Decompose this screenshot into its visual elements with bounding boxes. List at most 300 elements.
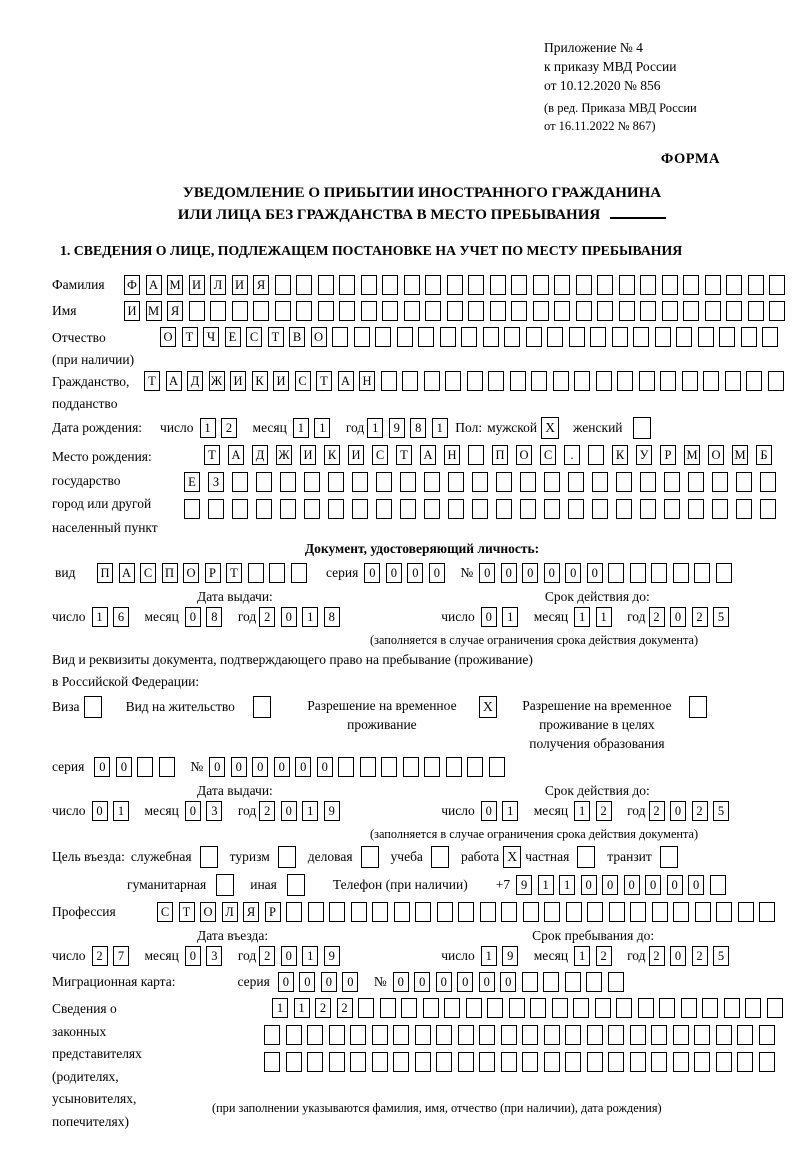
char-box[interactable]: 1 <box>294 998 310 1018</box>
char-box[interactable] <box>759 1025 775 1045</box>
char-box[interactable] <box>488 371 504 391</box>
char-box[interactable]: Ч <box>203 327 219 347</box>
char-box[interactable] <box>565 1025 581 1045</box>
char-box[interactable]: О <box>516 445 532 465</box>
char-box[interactable] <box>382 301 398 321</box>
char-box[interactable] <box>695 902 711 922</box>
char-box[interactable]: 0 <box>386 563 402 583</box>
char-box[interactable] <box>712 472 728 492</box>
char-box[interactable] <box>184 499 200 519</box>
char-box[interactable] <box>716 1025 732 1045</box>
char-box[interactable]: М <box>684 445 700 465</box>
char-box[interactable] <box>767 998 783 1018</box>
char-box[interactable] <box>553 371 569 391</box>
char-box[interactable] <box>662 301 678 321</box>
char-box[interactable] <box>705 301 721 321</box>
char-box[interactable] <box>304 472 320 492</box>
private-checkbox[interactable] <box>577 846 595 868</box>
char-box[interactable]: Б <box>756 445 772 465</box>
char-box[interactable]: Я <box>167 301 183 321</box>
char-box[interactable]: Р <box>205 563 221 583</box>
char-box[interactable] <box>587 1052 603 1072</box>
char-box[interactable]: 0 <box>185 607 201 627</box>
char-box[interactable] <box>280 472 296 492</box>
char-box[interactable] <box>510 371 526 391</box>
char-box[interactable] <box>467 757 483 777</box>
char-box[interactable] <box>400 499 416 519</box>
char-box[interactable]: М <box>167 275 183 295</box>
char-box[interactable] <box>588 445 604 465</box>
char-box[interactable] <box>501 1052 517 1072</box>
char-box[interactable] <box>748 301 764 321</box>
char-box[interactable] <box>523 902 539 922</box>
char-box[interactable]: И <box>232 275 248 295</box>
char-box[interactable] <box>586 972 602 992</box>
char-box[interactable]: О <box>160 327 176 347</box>
char-box[interactable] <box>533 301 549 321</box>
char-box[interactable]: Н <box>444 445 460 465</box>
char-box[interactable] <box>630 902 646 922</box>
char-box[interactable] <box>597 301 613 321</box>
char-box[interactable] <box>467 371 483 391</box>
char-box[interactable]: В <box>289 327 305 347</box>
work-checkbox[interactable]: X <box>503 846 521 868</box>
char-box[interactable]: 0 <box>522 563 538 583</box>
char-box[interactable] <box>673 1025 689 1045</box>
char-box[interactable] <box>640 499 656 519</box>
char-box[interactable] <box>415 902 431 922</box>
char-box[interactable] <box>479 1052 495 1072</box>
char-box[interactable] <box>609 902 625 922</box>
char-box[interactable]: 0 <box>209 757 225 777</box>
char-box[interactable] <box>424 472 440 492</box>
char-box[interactable] <box>520 472 536 492</box>
char-box[interactable] <box>630 1052 646 1072</box>
char-box[interactable]: А <box>146 275 162 295</box>
char-box[interactable]: 5 <box>713 801 729 821</box>
char-box[interactable] <box>530 998 546 1018</box>
char-box[interactable] <box>352 472 368 492</box>
char-box[interactable] <box>189 301 205 321</box>
char-box[interactable] <box>565 1052 581 1072</box>
char-box[interactable]: 2 <box>221 418 237 438</box>
male-checkbox[interactable]: X <box>541 417 559 439</box>
char-box[interactable]: 2 <box>649 946 665 966</box>
char-box[interactable] <box>748 275 764 295</box>
char-box[interactable] <box>741 327 757 347</box>
char-box[interactable]: О <box>311 327 327 347</box>
char-box[interactable] <box>361 301 377 321</box>
char-box[interactable]: Д <box>187 371 203 391</box>
char-box[interactable] <box>511 275 527 295</box>
char-box[interactable] <box>638 998 654 1018</box>
char-box[interactable]: И <box>273 371 289 391</box>
char-box[interactable]: 9 <box>324 946 340 966</box>
char-box[interactable]: 2 <box>596 801 612 821</box>
char-box[interactable] <box>440 327 456 347</box>
char-box[interactable] <box>400 472 416 492</box>
char-box[interactable]: 0 <box>429 563 445 583</box>
char-box[interactable] <box>617 371 633 391</box>
char-box[interactable]: С <box>295 371 311 391</box>
char-box[interactable]: 1 <box>596 607 612 627</box>
char-box[interactable]: 0 <box>281 607 297 627</box>
char-box[interactable]: Е <box>225 327 241 347</box>
char-box[interactable] <box>725 371 741 391</box>
char-box[interactable] <box>253 301 269 321</box>
char-box[interactable] <box>596 371 612 391</box>
char-box[interactable] <box>423 998 439 1018</box>
char-box[interactable]: 0 <box>281 946 297 966</box>
char-box[interactable] <box>630 563 646 583</box>
char-box[interactable] <box>565 972 581 992</box>
char-box[interactable] <box>694 563 710 583</box>
char-box[interactable] <box>673 902 689 922</box>
char-box[interactable]: 0 <box>670 801 686 821</box>
char-box[interactable]: 0 <box>281 801 297 821</box>
char-box[interactable] <box>554 301 570 321</box>
char-box[interactable] <box>393 1052 409 1072</box>
char-box[interactable]: Т <box>144 371 160 391</box>
char-box[interactable]: А <box>166 371 182 391</box>
char-box[interactable] <box>372 1025 388 1045</box>
char-box[interactable]: О <box>183 563 199 583</box>
char-box[interactable] <box>681 998 697 1018</box>
char-box[interactable] <box>490 301 506 321</box>
char-box[interactable]: П <box>97 563 113 583</box>
char-box[interactable] <box>248 563 264 583</box>
char-box[interactable] <box>664 472 680 492</box>
char-box[interactable] <box>381 757 397 777</box>
char-box[interactable] <box>436 1052 452 1072</box>
char-box[interactable] <box>350 1025 366 1045</box>
char-box[interactable] <box>402 371 418 391</box>
char-box[interactable]: 2 <box>259 607 275 627</box>
char-box[interactable] <box>286 1025 302 1045</box>
char-box[interactable]: 2 <box>692 801 708 821</box>
char-box[interactable] <box>397 327 413 347</box>
char-box[interactable]: 0 <box>274 757 290 777</box>
char-box[interactable] <box>703 371 719 391</box>
char-box[interactable] <box>682 371 698 391</box>
char-box[interactable] <box>520 499 536 519</box>
edu-residence-checkbox[interactable] <box>689 696 707 718</box>
char-box[interactable] <box>210 301 226 321</box>
char-box[interactable] <box>592 499 608 519</box>
char-box[interactable]: 0 <box>252 757 268 777</box>
char-box[interactable] <box>698 327 714 347</box>
char-box[interactable] <box>447 301 463 321</box>
char-box[interactable] <box>746 371 762 391</box>
char-box[interactable] <box>597 275 613 295</box>
char-box[interactable] <box>232 499 248 519</box>
char-box[interactable] <box>633 327 649 347</box>
char-box[interactable]: 2 <box>337 998 353 1018</box>
char-box[interactable] <box>318 301 334 321</box>
char-box[interactable] <box>673 1052 689 1072</box>
char-box[interactable] <box>737 1025 753 1045</box>
char-box[interactable]: 1 <box>200 418 216 438</box>
char-box[interactable] <box>375 327 391 347</box>
tourism-checkbox[interactable] <box>278 846 296 868</box>
char-box[interactable]: 0 <box>407 563 423 583</box>
char-box[interactable] <box>702 998 718 1018</box>
char-box[interactable] <box>544 1052 560 1072</box>
char-box[interactable] <box>444 998 460 1018</box>
char-box[interactable]: 6 <box>113 607 129 627</box>
char-box[interactable] <box>683 301 699 321</box>
char-box[interactable] <box>712 499 728 519</box>
char-box[interactable] <box>232 301 248 321</box>
char-box[interactable]: К <box>324 445 340 465</box>
char-box[interactable] <box>659 998 675 1018</box>
char-box[interactable] <box>522 1052 538 1072</box>
char-box[interactable] <box>726 275 742 295</box>
char-box[interactable] <box>724 998 740 1018</box>
char-box[interactable] <box>307 1052 323 1072</box>
char-box[interactable]: 0 <box>94 757 110 777</box>
char-box[interactable] <box>269 563 285 583</box>
char-box[interactable]: 0 <box>667 875 683 895</box>
char-box[interactable] <box>501 1025 517 1045</box>
char-box[interactable]: 0 <box>670 607 686 627</box>
char-box[interactable] <box>424 499 440 519</box>
char-box[interactable]: Т <box>268 327 284 347</box>
char-box[interactable] <box>544 902 560 922</box>
char-box[interactable]: С <box>246 327 262 347</box>
char-box[interactable] <box>651 1052 667 1072</box>
female-checkbox[interactable] <box>633 417 651 439</box>
char-box[interactable] <box>352 499 368 519</box>
char-box[interactable] <box>554 275 570 295</box>
char-box[interactable]: 5 <box>713 607 729 627</box>
char-box[interactable] <box>232 472 248 492</box>
char-box[interactable]: . <box>564 445 580 465</box>
char-box[interactable]: 0 <box>481 801 497 821</box>
char-box[interactable] <box>716 902 732 922</box>
char-box[interactable] <box>425 275 441 295</box>
char-box[interactable] <box>468 445 484 465</box>
char-box[interactable] <box>328 472 344 492</box>
char-box[interactable]: 1 <box>574 607 590 627</box>
char-box[interactable] <box>159 757 175 777</box>
char-box[interactable]: О <box>200 902 216 922</box>
char-box[interactable]: 0 <box>581 875 597 895</box>
char-box[interactable] <box>640 275 656 295</box>
char-box[interactable]: 0 <box>479 563 495 583</box>
char-box[interactable]: У <box>636 445 652 465</box>
char-box[interactable]: 0 <box>414 972 430 992</box>
char-box[interactable] <box>531 371 547 391</box>
char-box[interactable] <box>694 1025 710 1045</box>
char-box[interactable]: 1 <box>432 418 448 438</box>
char-box[interactable] <box>544 499 560 519</box>
char-box[interactable]: А <box>420 445 436 465</box>
char-box[interactable] <box>569 327 585 347</box>
char-box[interactable]: И <box>300 445 316 465</box>
char-box[interactable] <box>504 327 520 347</box>
char-box[interactable] <box>446 757 462 777</box>
char-box[interactable] <box>447 275 463 295</box>
char-box[interactable] <box>354 327 370 347</box>
char-box[interactable] <box>576 301 592 321</box>
char-box[interactable] <box>480 902 496 922</box>
char-box[interactable] <box>479 1025 495 1045</box>
char-box[interactable] <box>328 499 344 519</box>
char-box[interactable]: П <box>162 563 178 583</box>
char-box[interactable]: 0 <box>602 875 618 895</box>
char-box[interactable]: 2 <box>649 607 665 627</box>
char-box[interactable] <box>256 472 272 492</box>
char-box[interactable]: 2 <box>315 998 331 1018</box>
char-box[interactable] <box>461 327 477 347</box>
char-box[interactable]: 0 <box>92 801 108 821</box>
char-box[interactable] <box>759 1052 775 1072</box>
char-box[interactable]: 1 <box>92 607 108 627</box>
char-box[interactable] <box>329 902 345 922</box>
char-box[interactable] <box>522 972 538 992</box>
char-box[interactable] <box>760 472 776 492</box>
char-box[interactable] <box>745 998 761 1018</box>
char-box[interactable] <box>509 998 525 1018</box>
char-box[interactable] <box>425 301 441 321</box>
char-box[interactable] <box>673 563 689 583</box>
char-box[interactable]: К <box>252 371 268 391</box>
char-box[interactable] <box>694 1052 710 1072</box>
char-box[interactable]: Л <box>222 902 238 922</box>
char-box[interactable] <box>640 301 656 321</box>
official-checkbox[interactable] <box>200 846 218 868</box>
transit-checkbox[interactable] <box>660 846 678 868</box>
char-box[interactable] <box>286 1052 302 1072</box>
char-box[interactable] <box>612 327 628 347</box>
char-box[interactable] <box>318 275 334 295</box>
char-box[interactable]: Р <box>265 902 281 922</box>
char-box[interactable] <box>403 757 419 777</box>
char-box[interactable]: 3 <box>206 801 222 821</box>
char-box[interactable] <box>688 499 704 519</box>
char-box[interactable]: О <box>708 445 724 465</box>
char-box[interactable]: Т <box>316 371 332 391</box>
char-box[interactable] <box>655 327 671 347</box>
char-box[interactable] <box>361 275 377 295</box>
char-box[interactable] <box>275 301 291 321</box>
char-box[interactable]: 3 <box>206 946 222 966</box>
char-box[interactable]: 0 <box>645 875 661 895</box>
char-box[interactable] <box>351 902 367 922</box>
char-box[interactable]: Н <box>359 371 375 391</box>
char-box[interactable] <box>759 902 775 922</box>
char-box[interactable] <box>651 563 667 583</box>
char-box[interactable]: М <box>146 301 162 321</box>
char-box[interactable] <box>372 1052 388 1072</box>
char-box[interactable] <box>404 275 420 295</box>
char-box[interactable]: С <box>540 445 556 465</box>
char-box[interactable] <box>595 998 611 1018</box>
char-box[interactable]: С <box>140 563 156 583</box>
char-box[interactable]: Ф <box>124 275 140 295</box>
char-box[interactable] <box>338 757 354 777</box>
char-box[interactable]: 0 <box>500 972 516 992</box>
char-box[interactable]: 9 <box>389 418 405 438</box>
char-box[interactable]: Т <box>179 902 195 922</box>
char-box[interactable] <box>436 1025 452 1045</box>
char-box[interactable] <box>458 1052 474 1072</box>
char-box[interactable] <box>592 472 608 492</box>
char-box[interactable] <box>483 327 499 347</box>
char-box[interactable] <box>608 972 624 992</box>
char-box[interactable] <box>308 902 324 922</box>
char-box[interactable]: 1 <box>481 946 497 966</box>
char-box[interactable] <box>576 275 592 295</box>
char-box[interactable] <box>573 998 589 1018</box>
char-box[interactable]: 0 <box>317 757 333 777</box>
char-box[interactable] <box>286 902 302 922</box>
char-box[interactable] <box>496 472 512 492</box>
char-box[interactable] <box>710 875 726 895</box>
char-box[interactable] <box>762 327 778 347</box>
char-box[interactable]: 0 <box>393 972 409 992</box>
char-box[interactable] <box>137 757 153 777</box>
char-box[interactable] <box>769 301 785 321</box>
temp-residence-checkbox[interactable]: X <box>479 696 497 718</box>
char-box[interactable]: 0 <box>185 946 201 966</box>
char-box[interactable]: 8 <box>206 607 222 627</box>
char-box[interactable]: Ж <box>209 371 225 391</box>
char-box[interactable]: Т <box>396 445 412 465</box>
char-box[interactable] <box>401 998 417 1018</box>
char-box[interactable]: Я <box>253 275 269 295</box>
char-box[interactable]: 9 <box>502 946 518 966</box>
char-box[interactable] <box>619 275 635 295</box>
char-box[interactable] <box>716 1052 732 1072</box>
char-box[interactable]: 9 <box>516 875 532 895</box>
char-box[interactable]: С <box>372 445 388 465</box>
char-box[interactable]: 2 <box>596 946 612 966</box>
study-checkbox[interactable] <box>431 846 449 868</box>
char-box[interactable] <box>329 1052 345 1072</box>
char-box[interactable] <box>652 902 668 922</box>
char-box[interactable]: Л <box>210 275 226 295</box>
char-box[interactable] <box>264 1052 280 1072</box>
char-box[interactable]: 0 <box>299 972 315 992</box>
char-box[interactable] <box>544 1025 560 1045</box>
char-box[interactable]: 2 <box>649 801 665 821</box>
char-box[interactable]: 0 <box>364 563 380 583</box>
char-box[interactable] <box>489 757 505 777</box>
char-box[interactable] <box>533 275 549 295</box>
char-box[interactable] <box>547 327 563 347</box>
char-box[interactable] <box>760 499 776 519</box>
char-box[interactable] <box>552 998 568 1018</box>
char-box[interactable] <box>726 301 742 321</box>
char-box[interactable]: И <box>230 371 246 391</box>
char-box[interactable] <box>526 327 542 347</box>
char-box[interactable] <box>394 902 410 922</box>
char-box[interactable] <box>664 499 680 519</box>
char-box[interactable] <box>616 998 632 1018</box>
char-box[interactable] <box>376 499 392 519</box>
char-box[interactable] <box>501 902 517 922</box>
char-box[interactable] <box>296 275 312 295</box>
char-box[interactable] <box>496 499 512 519</box>
char-box[interactable]: М <box>732 445 748 465</box>
char-box[interactable] <box>332 327 348 347</box>
char-box[interactable]: 8 <box>324 607 340 627</box>
char-box[interactable] <box>736 499 752 519</box>
char-box[interactable] <box>304 499 320 519</box>
char-box[interactable] <box>339 275 355 295</box>
